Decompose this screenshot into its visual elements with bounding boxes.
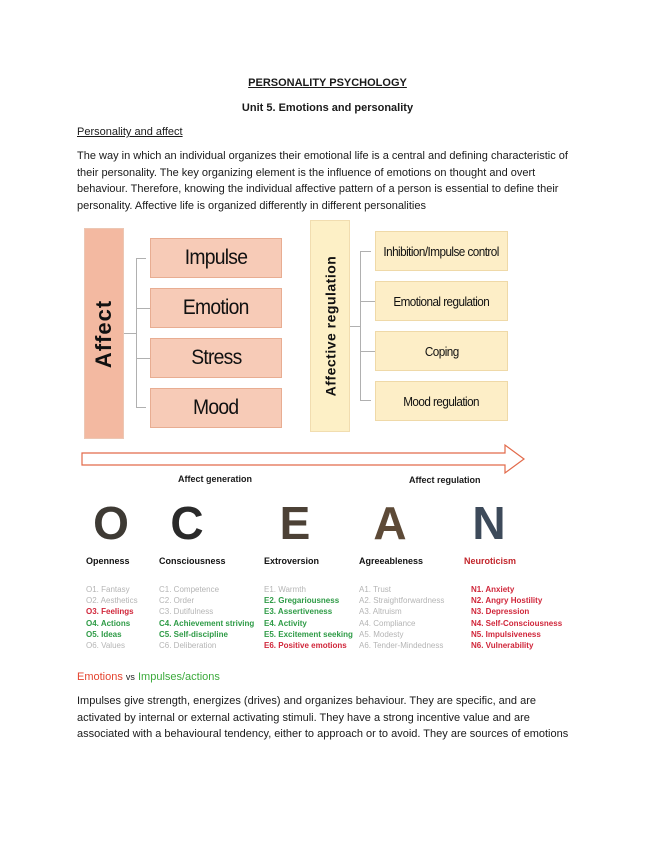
facet-item: N5. Impulsiveness xyxy=(471,629,541,639)
facet-item: N6. Vulnerability xyxy=(471,641,534,651)
vs-label: vs xyxy=(125,672,135,682)
emotions-vs-impulses-heading xyxy=(77,671,220,683)
regulation-connector xyxy=(350,326,360,327)
facet-item: N4. Self-Consciousness xyxy=(471,618,563,628)
regulation-bar xyxy=(310,220,350,432)
regulation-connector xyxy=(361,351,375,352)
facet-item: E6. Positive emotions xyxy=(264,641,347,651)
affect-item-impulse: Impulse xyxy=(150,238,282,278)
ocean-letter-o: O xyxy=(93,497,129,549)
affect-item-emotion: Emotion xyxy=(150,288,282,328)
trait-openness: Openness xyxy=(86,556,130,566)
affect-item-stress: Stress xyxy=(150,338,282,378)
facet-item: E1. Warmth xyxy=(264,585,306,594)
affect-generation-label: Affect generation xyxy=(178,474,253,484)
impulses-paragraph: Impulses give strength, energizes (drives) and organizes behaviour. They are specific, and are activated by internal or external activating stimuli. They have a strong incentive value and are associated with a behavioural tendency, either to approach or to avoid. They are sources of emotions xyxy=(77,695,569,740)
facet-item: C6. Deliberation xyxy=(159,641,217,651)
trait-neuroticism: Neuroticism xyxy=(464,556,517,566)
affect-connector xyxy=(136,308,150,309)
facet-item: C2. Order xyxy=(159,596,195,606)
facet-item: A5. Modesty xyxy=(359,629,404,639)
facet-list-openness xyxy=(86,584,138,651)
impulses-label: Impulses/actions xyxy=(137,671,220,683)
facet-item: E4. Activity xyxy=(264,618,307,628)
facet-list-consciousness xyxy=(159,584,254,651)
regulation-item-inhibition: Inhibition/Impulse control xyxy=(375,231,508,271)
intro-paragraph: The way in which an individual organizes their emotional life is a central and defining characteristic of their personality. The key organizing element is the influence of emotions on thought and overt behaviour. Therefore, knowing the individual affective pattern of a person is essential to define their personality. Affective life is organized differently in different personalities xyxy=(77,150,568,212)
document-subtitle: Unit 5. Emotions and personality xyxy=(241,102,414,114)
facet-item: O1. Fantasy xyxy=(86,585,130,594)
trait-consciousness: Consciousness xyxy=(159,556,226,566)
ocean-letter-c: C xyxy=(170,497,204,549)
facet-list-agreeableness xyxy=(359,584,444,651)
facet-item: C1. Competence xyxy=(159,585,220,594)
facet-item: A2. Straightforwardness xyxy=(359,596,445,606)
facet-item: N3. Depression xyxy=(471,607,530,617)
regulation-label: Affective regulation xyxy=(322,255,339,397)
facet-item: N2. Angry Hostility xyxy=(471,596,543,606)
facet-item: O4. Actions xyxy=(86,618,131,628)
emotions-label: Emotions xyxy=(77,671,123,683)
ocean-letter-e: E xyxy=(279,497,311,549)
facet-item: A1. Trust xyxy=(359,585,392,594)
regulation-bracket xyxy=(360,251,371,401)
process-arrow-icon xyxy=(80,442,530,476)
regulation-item-mood: Mood regulation xyxy=(375,381,508,421)
facet-item: O6. Values xyxy=(86,641,125,651)
regulation-item-emotional: Emotional regulation xyxy=(375,281,508,321)
facet-item: E5. Excitement seeking xyxy=(264,629,353,639)
ocean-letter-n: N xyxy=(472,497,506,549)
facet-list-extroversion xyxy=(264,584,353,651)
facet-item: O5. Ideas xyxy=(86,629,122,639)
facet-item: A4. Compliance xyxy=(359,618,416,628)
facet-list-neuroticism xyxy=(471,584,562,651)
facet-item: E3. Assertiveness xyxy=(264,607,333,617)
section-heading: Personality and affect xyxy=(77,126,183,138)
trait-extroversion: Extroversion xyxy=(264,556,320,566)
facet-item: O3. Feelings xyxy=(86,607,134,617)
affect-connector xyxy=(124,333,136,334)
facet-item: O2. Aesthetics xyxy=(86,596,138,606)
facet-item: A3. Altruism xyxy=(359,607,402,617)
affect-connector xyxy=(136,358,150,359)
facet-item: A6. Tender-Mindedness xyxy=(359,641,444,651)
facet-item: E2. Gregariousness xyxy=(264,596,340,606)
affect-label: Affect xyxy=(91,299,116,368)
trait-agreeableness: Agreeableness xyxy=(359,556,424,566)
document-title: PERSONALITY PSYCHOLOGY xyxy=(248,77,407,89)
affect-item-mood: Mood xyxy=(150,388,282,428)
facet-item: C5. Self-discipline xyxy=(159,629,228,639)
ocean-letter-a: A xyxy=(373,497,407,549)
affect-bar xyxy=(84,228,124,439)
regulation-item-coping: Coping xyxy=(375,331,508,371)
facet-item: C4. Achievement striving xyxy=(159,618,255,628)
facet-item: C3. Dutifulness xyxy=(159,607,214,617)
affect-bracket xyxy=(136,258,146,408)
affect-regulation-label: Affect regulation xyxy=(409,475,481,485)
regulation-connector xyxy=(361,301,375,302)
facet-item: N1. Anxiety xyxy=(471,585,515,594)
